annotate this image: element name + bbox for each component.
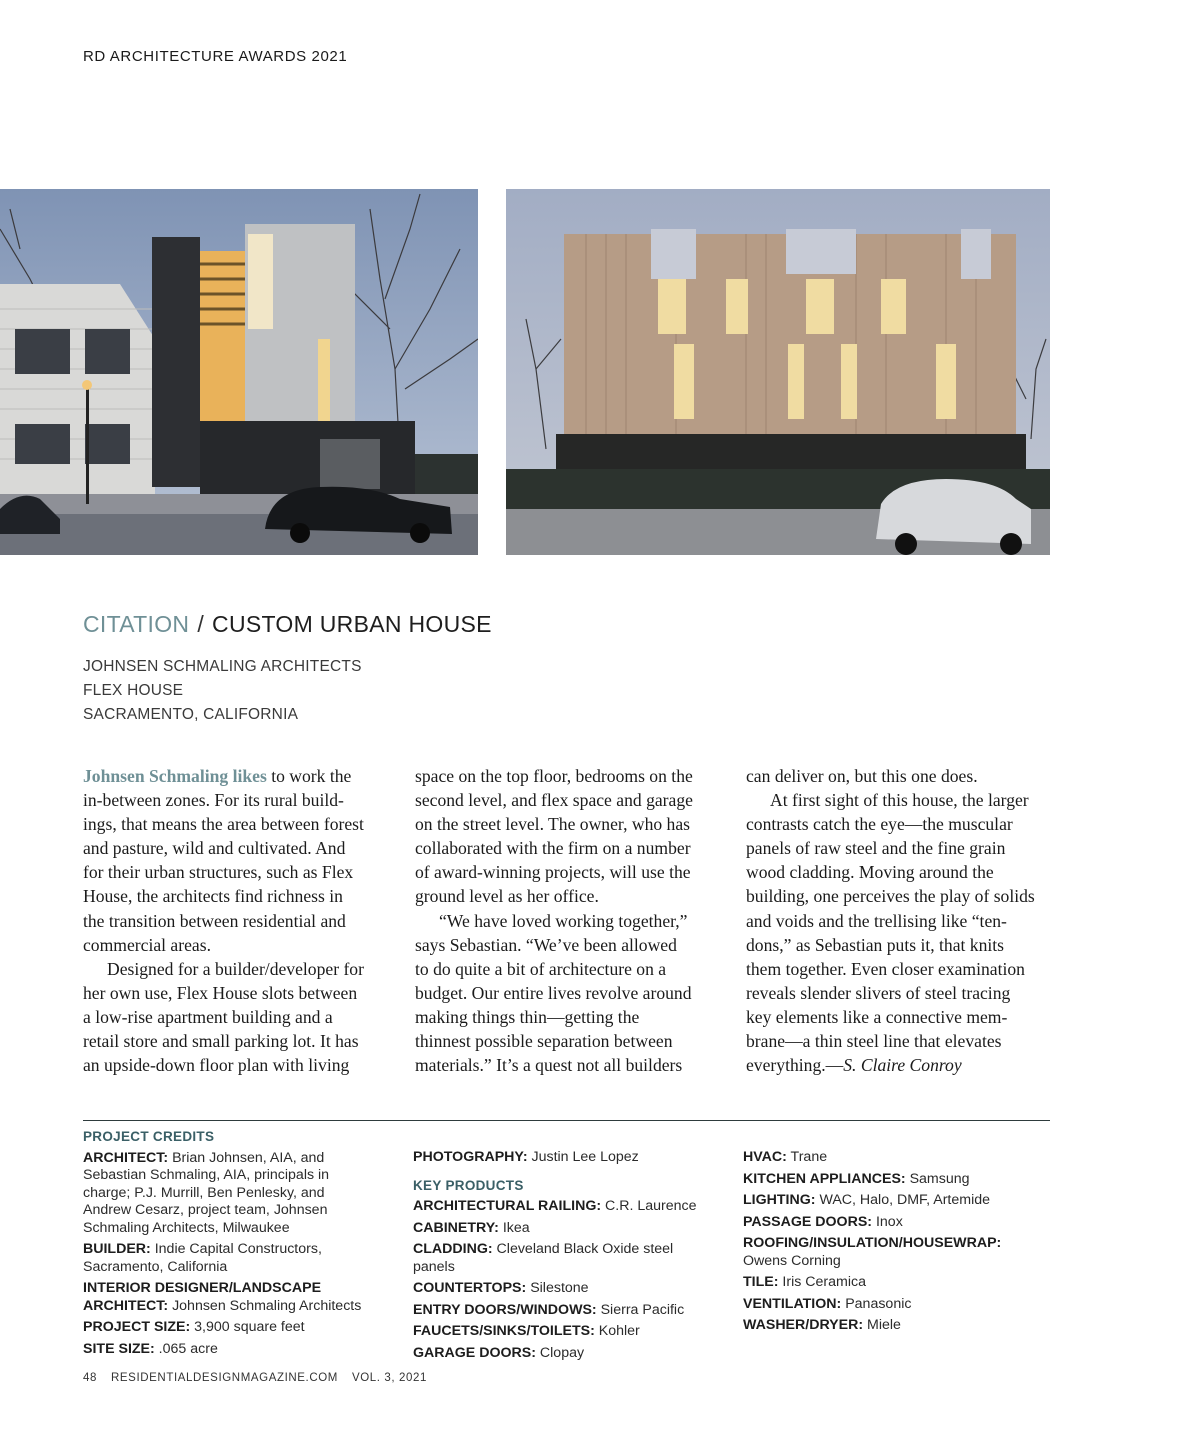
credit-key: CABINETRY: xyxy=(413,1219,499,1236)
project-name: FLEX HOUSE xyxy=(83,682,184,699)
article-line: dons,” as Sebastian puts it, that knits xyxy=(746,934,1005,955)
credit-key: ARCHITECT: xyxy=(83,1297,169,1314)
magazine-site: RESIDENTIALDESIGNMAGAZINE.COM xyxy=(111,1372,338,1384)
credit-value: Brian Johnsen, AIA, and xyxy=(168,1149,325,1166)
credit-lighting xyxy=(743,1192,1043,1210)
credit-project-size xyxy=(83,1319,383,1337)
article-line: making things thin—getting the xyxy=(415,1006,640,1027)
article-line: everything.— xyxy=(746,1055,844,1076)
credit-key: WASHER/DRYER: xyxy=(743,1317,864,1333)
credit-value: Cleveland Black Oxide steel xyxy=(492,1241,674,1257)
credit-key: SITE SIZE: xyxy=(83,1340,155,1357)
article-line: panels of raw steel and the fine grain xyxy=(746,838,1006,859)
credit-key: ROOFING/INSULATION/HOUSEWRAP: xyxy=(743,1235,1002,1251)
article-line: collaborated with the firm on a number xyxy=(415,838,691,859)
credit-key: VENTILATION: xyxy=(743,1295,842,1312)
article-line: reveals slender slivers of steel tracing xyxy=(746,982,1011,1003)
credit-value: Andrew Cesarz, project team, Johnsen xyxy=(83,1202,328,1218)
credit-value: Indie Capital Constructors, xyxy=(150,1241,322,1257)
photo-parking-view xyxy=(506,189,1050,555)
article-line: “We have loved working together,” xyxy=(439,910,688,931)
credit-value: Miele xyxy=(863,1317,901,1333)
credit-photography xyxy=(413,1149,713,1167)
article-line: House, the architects find richness in xyxy=(83,886,343,907)
credit-value: Sierra Pacific xyxy=(596,1301,685,1318)
article-line: says Sebastian. “We’ve been allowed xyxy=(415,934,677,955)
credit-value: 3,900 square feet xyxy=(190,1319,305,1335)
article-line: for their urban structures, such as Flex xyxy=(83,862,354,883)
article-line: contrasts catch the eye—the muscular xyxy=(746,814,1013,835)
credits-divider xyxy=(83,1120,1050,1121)
article-lead-in: Johnsen Schmaling likes xyxy=(83,766,267,786)
article-line: thinnest possible separation between xyxy=(415,1031,673,1052)
article-line: materials.” It’s a quest not all builders xyxy=(415,1055,683,1076)
credit-key: PASSAGE DOORS: xyxy=(743,1213,873,1230)
project-meta xyxy=(83,655,362,727)
credit-key: HVAC: xyxy=(743,1149,787,1165)
credit-key: COUNTERTOPS: xyxy=(413,1280,527,1296)
article-line: an upside-down floor plan with living xyxy=(83,1055,350,1076)
article-line: of award-winning projects, will use the xyxy=(415,862,691,883)
credit-key: LIGHTING: xyxy=(743,1192,816,1208)
credit-key: ARCHITECTURAL RAILING: xyxy=(413,1198,602,1214)
article-line: Designed for a builder/developer for xyxy=(107,958,364,979)
credit-value: Clopay xyxy=(535,1344,585,1361)
credit-key: ARCHITECT: xyxy=(83,1149,169,1166)
credit-tile xyxy=(743,1274,1043,1292)
credit-value: Samsung xyxy=(905,1170,970,1187)
article-line: in-between zones. For its rural build- xyxy=(83,790,344,811)
credit-value: Sacramento, California xyxy=(83,1258,228,1275)
credit-architect xyxy=(83,1150,383,1238)
credit-key: KITCHEN APPLIANCES: xyxy=(743,1170,906,1187)
credit-value: Johnsen Schmaling Architects xyxy=(168,1297,362,1314)
credit-value: .065 acre xyxy=(154,1340,218,1357)
article-line: ground level as her office. xyxy=(415,886,599,907)
article-line: and voids and the trellising like “ten- xyxy=(746,910,1007,931)
article-line: building, one perceives the play of solids xyxy=(746,886,1035,907)
article-line: brane—a thin steel line that elevates xyxy=(746,1031,1002,1052)
credit-value: Owens Corning xyxy=(743,1252,841,1269)
credit-value: panels xyxy=(413,1258,455,1275)
credit-value: Iris Ceramica xyxy=(778,1274,866,1290)
article-line: her own use, Flex House slots between xyxy=(83,982,358,1003)
project-firm: JOHNSEN SCHMALING ARCHITECTS xyxy=(83,658,362,675)
credit-ventilation xyxy=(743,1296,1043,1314)
page-number: 48 xyxy=(83,1372,97,1384)
credit-site-size xyxy=(83,1341,383,1359)
article-line: budget. Our entire lives revolve around xyxy=(415,982,692,1003)
credits-heading: PROJECT CREDITS xyxy=(83,1129,215,1144)
credit-key: BUILDER: xyxy=(83,1241,151,1257)
article-line: space on the top floor, bedrooms on the xyxy=(415,766,693,786)
credit-hvac xyxy=(743,1149,1043,1167)
article-line: on the street level. The owner, who has xyxy=(415,814,691,835)
article-column-1 xyxy=(83,764,387,1077)
article-line: a low-rise apartment building and a xyxy=(83,1006,333,1027)
credits-column-3 xyxy=(743,1128,1043,1339)
article-line: key elements like a connective mem- xyxy=(746,1006,1008,1027)
article-line: them together. Even closer examination xyxy=(746,958,1025,979)
credit-value: charge; P.J. Murrill, Ben Penlesky, and xyxy=(83,1184,325,1201)
article-line: to do quite a bit of architecture on a xyxy=(415,958,667,979)
credit-key: CLADDING: xyxy=(413,1241,493,1257)
key-products-heading: KEY PRODUCTS xyxy=(413,1177,524,1193)
credit-value: C.R. Laurence xyxy=(601,1198,697,1214)
credit-cladding xyxy=(413,1241,713,1276)
article-line: commercial areas. xyxy=(83,934,211,955)
credit-value: Panasonic xyxy=(841,1295,912,1312)
article-line: can deliver on, but this one does. xyxy=(746,766,978,786)
article-line: second level, and flex space and garage xyxy=(415,790,693,811)
credit-interior-designer xyxy=(83,1280,383,1315)
article-line: retail store and small parking lot. It has xyxy=(83,1031,359,1052)
article-column-2 xyxy=(415,764,719,1077)
credit-faucets xyxy=(413,1323,713,1341)
article-line: ings, that means the area between forest xyxy=(83,814,364,835)
credit-key: ENTRY DOORS/WINDOWS: xyxy=(413,1301,597,1318)
credit-value: Schmaling Architects, Milwaukee xyxy=(83,1219,290,1236)
credit-value: Kohler xyxy=(594,1323,640,1339)
credit-value: Justin Lee Lopez xyxy=(527,1149,639,1165)
article-line: wood cladding. Moving around the xyxy=(746,862,994,883)
credit-key: GARAGE DOORS: xyxy=(413,1344,536,1361)
credit-value: Ikea xyxy=(498,1219,530,1236)
citation-category: CUSTOM URBAN HOUSE xyxy=(212,611,492,637)
credit-cabinetry xyxy=(413,1220,713,1238)
credits-column-1 xyxy=(83,1128,383,1362)
credit-value: Inox xyxy=(872,1213,903,1230)
article-line: to work the xyxy=(266,766,352,786)
credit-passage-doors xyxy=(743,1214,1043,1232)
article-line: and pasture, wild and cultivated. And xyxy=(83,838,346,859)
issue-info: VOL. 3, 2021 xyxy=(351,1372,427,1384)
credit-key: TILE: xyxy=(743,1274,779,1290)
article-line: At first sight of this house, the larger xyxy=(770,790,1029,811)
citation-separator: / xyxy=(197,611,205,637)
credit-value: Sebastian Schmaling, AIA, principals in xyxy=(83,1167,330,1183)
citation-heading xyxy=(83,611,492,638)
credit-entry-doors xyxy=(413,1302,713,1320)
citation-label: CITATION xyxy=(83,611,190,637)
credit-countertops xyxy=(413,1280,713,1298)
credit-value: Silestone xyxy=(526,1280,589,1296)
credit-value: Trane xyxy=(786,1149,828,1165)
credit-roofing xyxy=(743,1235,1043,1270)
credit-builder xyxy=(83,1241,383,1276)
credit-key: PROJECT SIZE: xyxy=(83,1319,191,1335)
page-footer xyxy=(83,1372,441,1384)
project-location: SACRAMENTO, CALIFORNIA xyxy=(83,706,299,723)
article-column-3 xyxy=(746,764,1050,1077)
credit-railing xyxy=(413,1198,713,1216)
credit-key: PHOTOGRAPHY: xyxy=(413,1149,528,1165)
photo-street-view xyxy=(0,189,478,555)
credit-value: WAC, Halo, DMF, Artemide xyxy=(815,1192,991,1208)
article-line: the transition between residential and xyxy=(83,910,346,931)
running-title: RD ARCHITECTURE AWARDS 2021 xyxy=(83,48,348,65)
credit-kitchen-appliances xyxy=(743,1171,1043,1189)
credit-washer-dryer xyxy=(743,1317,1043,1335)
credits-column-2 xyxy=(413,1128,713,1366)
credit-key: INTERIOR DESIGNER/LANDSCAPE xyxy=(83,1280,322,1296)
credit-key: FAUCETS/SINKS/TOILETS: xyxy=(413,1323,595,1339)
credit-garage-doors xyxy=(413,1345,713,1363)
author-signature: S. Claire Conroy xyxy=(843,1055,962,1076)
